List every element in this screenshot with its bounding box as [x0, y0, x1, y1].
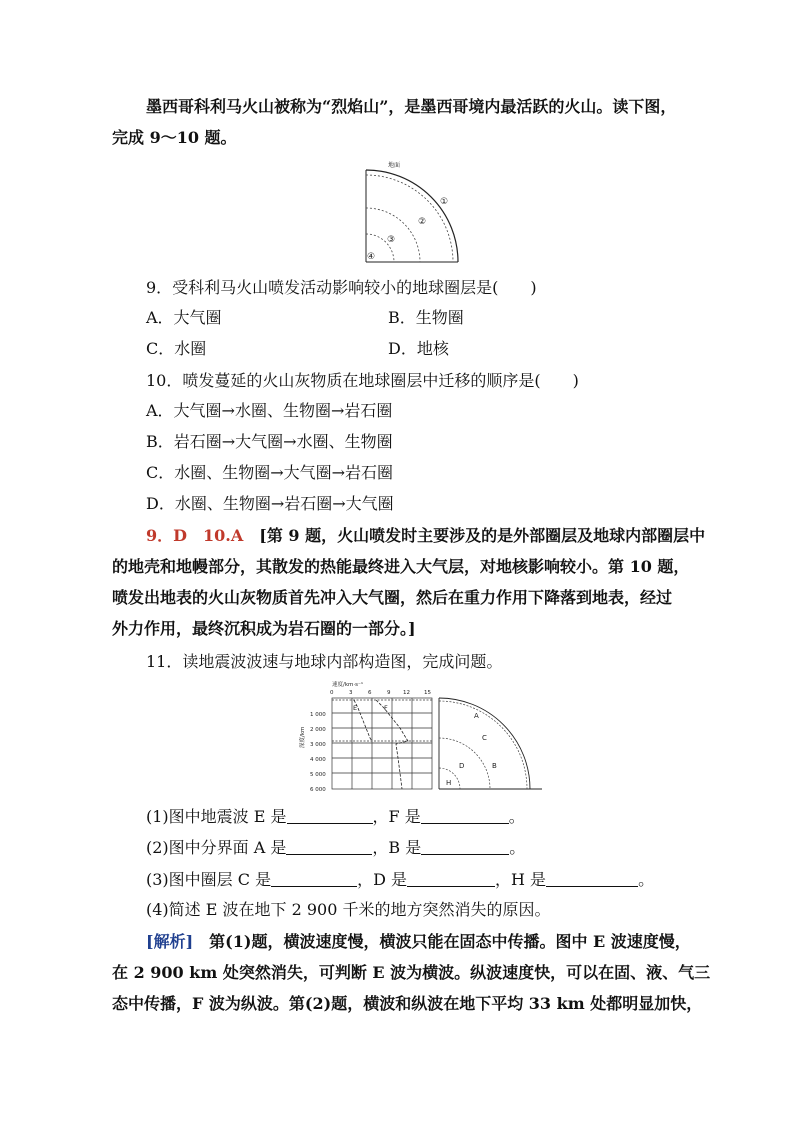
depth-tick: 6 000	[310, 787, 326, 793]
blank-layer-d[interactable]	[407, 870, 495, 887]
blank-boundary-b[interactable]	[421, 838, 509, 855]
answer-key: 9．D 10.A	[146, 526, 244, 545]
layer-h-label: H	[446, 779, 452, 787]
q10-option-d: D．水圈、生物圈→岩石圈→大气圈	[146, 494, 394, 513]
q10-option-c: C．水圈、生物圈→大气圈→岩石圈	[146, 463, 394, 482]
depth-tick: 2 000	[310, 727, 326, 733]
q9-option-d: D．地核	[388, 339, 449, 358]
speed-tick: 0	[330, 690, 334, 696]
depth-axis-label: 深度/km	[300, 726, 306, 748]
answer-text-1: [第 9 题，火山喷发时主要涉及的是外部圈层及地球内部圈层中	[259, 526, 706, 545]
q11-part-4: (4)简述 E 波在地下 2 900 千米的地方突然消失的原因。	[146, 900, 551, 919]
q10-stem: 10．喷发蔓延的火山灰物质在地球圈层中迁移的顺序是( )	[146, 371, 579, 390]
blank-layer-h[interactable]	[546, 870, 638, 887]
q9-stem: 9．受科利马火山喷发活动影响较小的地球圈层是( )	[146, 278, 537, 297]
wave-f-label: F	[384, 704, 388, 712]
q11-stem: 11．读地震波波速与地球内部构造图，完成问题。	[146, 652, 503, 671]
blank-wave-e[interactable]	[287, 807, 373, 824]
q11-part-1-text-b: ，F 是	[372, 807, 421, 826]
speed-axis-label: 速度/km·s⁻¹	[332, 682, 364, 688]
q11-part-2-end: 。	[509, 838, 526, 857]
q11-part-3	[146, 869, 654, 891]
wave-e-label: E	[353, 704, 358, 712]
q11-part-3-text-c: ，H 是	[495, 870, 547, 889]
q11-part-1	[146, 806, 525, 828]
seismic-wave-figure	[296, 678, 546, 798]
q9-option-a: A．大气圈	[146, 308, 222, 327]
layer-d-label: D	[459, 762, 465, 770]
speed-tick: 15	[424, 690, 431, 696]
q11-part-3-text-b: ，D 是	[357, 870, 408, 889]
q9-option-b: B．生物圈	[388, 308, 464, 327]
q11-part-2-text-b: ，B 是	[372, 838, 422, 857]
intro-line-1: 墨西哥科利马火山被称为“烈焰山”，是墨西哥境内最活跃的火山。读下图，	[146, 97, 677, 116]
q11-part-2	[146, 837, 525, 859]
analysis-line-2: 在 2 900 km 处突然消失，可判断 E 波为横波。纵波速度快，可以在固、液、气三	[112, 963, 711, 982]
speed-tick: 12	[403, 690, 410, 696]
analysis-line-1	[146, 931, 691, 953]
layer-label-4: ④	[367, 252, 376, 262]
earth-layers-figure	[360, 158, 460, 266]
q11-part-3-text: (3)图中圈层 C 是	[146, 870, 272, 889]
boundary-a-label: A	[474, 712, 479, 720]
blank-boundary-a[interactable]	[286, 838, 372, 855]
depth-tick: 3 000	[310, 742, 326, 748]
q10-option-b: B．岩石圈→大气圈→水圈、生物圈	[146, 432, 393, 451]
answer-line-4: 外力作用，最终沉积成为岩石圈的一部分。]	[112, 619, 416, 638]
blank-wave-f[interactable]	[421, 807, 509, 824]
q10-option-a: A．大气圈→水圈、生物圈→岩石圈	[146, 401, 393, 420]
analysis-line-3: 态中传播，F 波为纵波。第(2)题，横波和纵波在地下平均 33 km 处都明显加快，	[112, 994, 703, 1013]
q9-option-c: C．水圈	[146, 339, 207, 358]
depth-tick: 5 000	[310, 772, 326, 778]
speed-tick: 6	[368, 690, 372, 696]
layer-label-1: ①	[440, 197, 449, 207]
analysis-tag: [解析]	[146, 932, 194, 951]
answer-line-2: 的地壳和地幔部分，其散发的热能最终进入大气层，对地核影响较小。第 10 题，	[112, 557, 690, 576]
analysis-text-1: 第(1)题，横波速度慢，横波只能在固态中传播。图中 E 波速度慢，	[209, 932, 691, 951]
answer-line-3: 喷发出地表的火山灰物质首先冲入大气圈，然后在重力作用下降落到地表，经过	[112, 588, 673, 607]
q11-part-2-text: (2)图中分界面 A 是	[146, 838, 287, 857]
layer-c-label: C	[482, 734, 487, 742]
layer-label-2: ②	[418, 217, 427, 227]
surface-label: 地面	[388, 162, 401, 169]
depth-tick: 1 000	[310, 712, 326, 718]
q11-part-3-end: 。	[638, 870, 655, 889]
speed-tick: 9	[387, 690, 391, 696]
intro-line-2: 完成 9～10 题。	[112, 128, 237, 147]
answer-line-1	[146, 525, 705, 547]
q11-part-1-end: 。	[508, 807, 525, 826]
blank-layer-c[interactable]	[271, 870, 357, 887]
q11-part-1-text: (1)图中地震波 E 是	[146, 807, 287, 826]
speed-tick: 3	[349, 690, 353, 696]
layer-label-3: ③	[387, 235, 396, 245]
depth-tick: 4 000	[310, 757, 326, 763]
boundary-b-label: B	[492, 762, 497, 770]
